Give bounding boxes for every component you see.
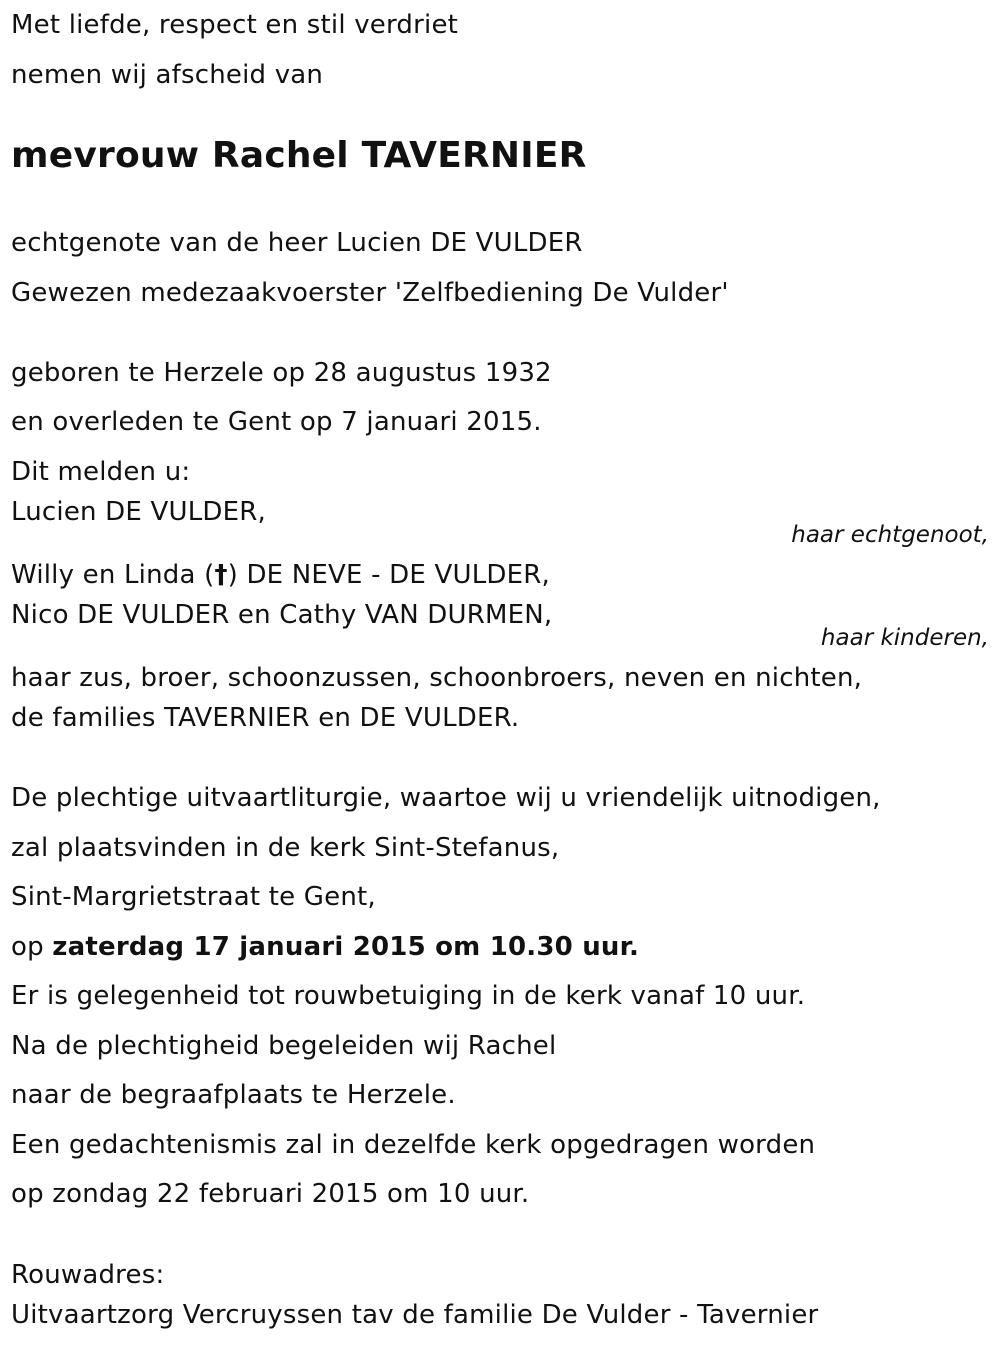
intro-line-1: Met liefde, respect en stil verdriet [11, 10, 459, 40]
announcers-heading: Dit melden u: [11, 457, 191, 487]
ceremony-date: zaterdag 17 januari 2015 om 10.30 uur. [52, 932, 640, 962]
address-line: Uitvaartzorg Vercruyssen tav de familie De Vulder - Tavernier [11, 1300, 819, 1330]
ceremony-date-prefix: op [11, 932, 53, 962]
spouse-role: haar echtgenoot, [791, 522, 989, 548]
spouse-line: echtgenote van de heer Lucien DE VULDER [11, 228, 583, 258]
ceremony-line-2: zal plaatsvinden in de kerk Sint-Stefanus, [11, 833, 560, 863]
ceremony-line-7: naar de begraafplaats te Herzele. [11, 1080, 456, 1110]
profession-line: Gewezen medezaakvoerster 'Zelfbediening De Vulder' [11, 278, 729, 308]
ceremony-line-5: Er is gelegenheid tot rouwbetuiging in de kerk vanaf 10 uur. [11, 981, 806, 1011]
ceremony-line-6: Na de plechtigheid begeleiden wij Rachel [11, 1031, 557, 1061]
ceremony-line-8: Een gedachtenismis zal in dezelfde kerk opgedragen worden [11, 1130, 816, 1160]
ceremony-line-3: Sint-Margrietstraat te Gent, [11, 882, 376, 912]
announcer-family-2: de families TAVERNIER en DE VULDER. [11, 703, 520, 733]
deceased-name: mevrouw Rachel TAVERNIER [11, 135, 587, 176]
ceremony-line-9: op zondag 22 februari 2015 om 10 uur. [11, 1179, 530, 1209]
announcer-child-1 [11, 562, 550, 588]
intro-line-2: nemen wij afscheid van [11, 60, 324, 90]
address-heading: Rouwadres: [11, 1260, 165, 1290]
child-1-prefix: Willy en Linda ( [11, 560, 215, 590]
cross-icon: † [214, 560, 228, 590]
children-role: haar kinderen, [820, 625, 989, 651]
announcer-spouse: Lucien DE VULDER, [11, 497, 266, 527]
ceremony-line-4 [11, 934, 639, 960]
birth-line: geboren te Herzele op 28 augustus 1932 [11, 358, 552, 388]
ceremony-line-1: De plechtige uitvaartliturgie, waartoe wij u vriendelijk uitnodigen, [11, 783, 881, 813]
announcer-family-1: haar zus, broer, schoonzussen, schoonbroers, neven en nichten, [11, 663, 863, 693]
death-line: en overleden te Gent op 7 januari 2015. [11, 407, 542, 437]
announcer-child-2: Nico DE VULDER en Cathy VAN DURMEN, [11, 600, 553, 630]
child-1-suffix: ) DE NEVE - DE VULDER, [227, 560, 550, 590]
